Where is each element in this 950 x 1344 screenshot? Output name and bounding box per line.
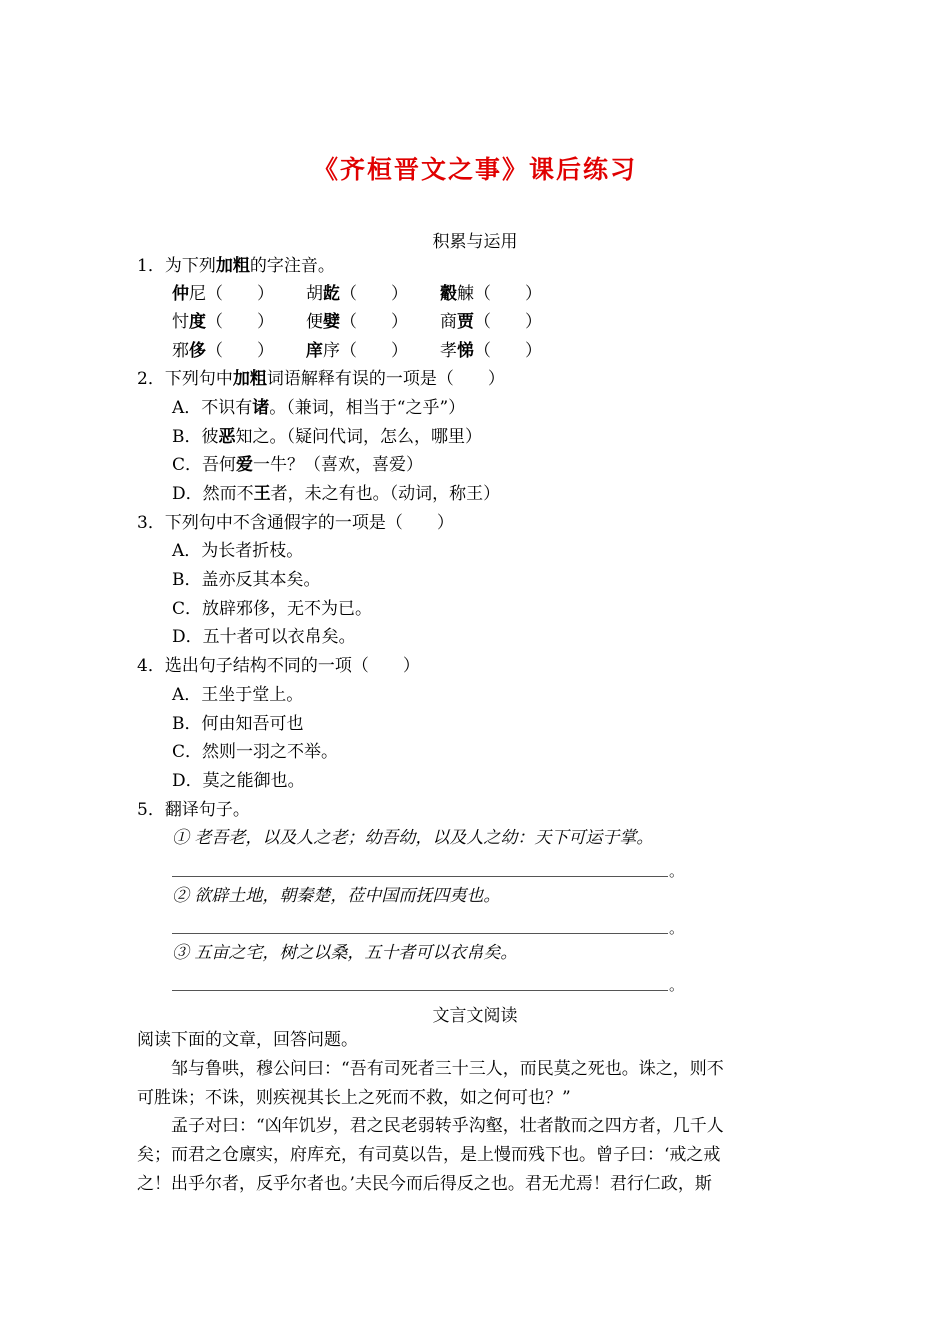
question-2-option-b: B．彼恶知之。（疑问代词，怎么，哪里） [172,427,482,447]
question-2-option-d: D．然而不王者，未之有也。（动词，称王） [172,484,501,504]
question-3-option-b: B．盖亦反其本矣。 [172,570,321,590]
reading-instruction: 阅读下面的文章，回答问题。 [137,1030,358,1050]
question-3-option-d: D．五十者可以衣帛矣。 [172,627,356,647]
question-4-stem: 4．选出句子结构不同的一项（ ） [137,656,420,676]
pinyin-item: 邪侈（ ） [172,341,274,361]
pinyin-item: 商贾（ ） [440,312,542,332]
question-3-option-c: C．放辟邪侈，无不为已。 [172,599,373,619]
pinyin-item: 便嬖（ ） [306,312,408,332]
question-4-option-b: B．何由知吾可也 [172,714,304,734]
translation-sentence-2: ② 欲辟土地，朝秦楚，莅中国而抚四夷也。 [172,886,501,906]
pinyin-item: 忖度（ ） [172,312,274,332]
reading-paragraph-line: 可胜诛；不诛，则疾视其长上之死而不救，如之何可也？” [137,1088,571,1108]
translation-sentence-1: ① 老吾老，以及人之老；幼吾幼，以及人之幼：天下可运于掌。 [172,828,654,848]
pinyin-item: 觳觫（ ） [440,284,542,304]
answer-line-end-3: 。 [669,976,685,994]
question-4-option-c: C．然则一羽之不举。 [172,742,339,762]
pinyin-item: 胡龁（ ） [306,284,408,304]
answer-line-1[interactable] [172,876,668,877]
question-2-option-c: C．吾何爱一牛？（喜欢，喜爱） [172,455,424,475]
section-heading-reading: 文言文阅读 [432,1006,518,1026]
answer-line-end-1: 。 [669,862,685,880]
question-4-option-a: A．王坐于堂上。 [172,685,304,705]
pinyin-item: 孝悌（ ） [440,341,542,361]
question-3-stem: 3．下列句中不含通假字的一项是（ ） [137,513,454,533]
translation-sentence-3: ③ 五亩之宅，树之以桑，五十者可以衣帛矣。 [172,943,518,963]
reading-paragraph-line: 孟子对曰：“凶年饥岁，君之民老弱转乎沟壑，壮者散而之四方者，几千人 [137,1116,724,1136]
reading-paragraph-line: 矣；而君之仓廪实，府库充，有司莫以告，是上慢而残下也。曾子曰：‘戒之戒 [137,1145,721,1165]
reading-paragraph-line: 邹与鲁哄，穆公问曰：“吾有司死者三十三人，而民莫之死也。诛之，则不 [137,1059,724,1079]
answer-line-3[interactable] [172,990,668,991]
question-1-stem: 1．为下列加粗的字注音。 [137,256,335,276]
section-heading-accumulation: 积累与运用 [432,232,518,252]
question-2-stem: 2．下列句中加粗词语解释有误的一项是（ ） [137,369,505,389]
answer-line-end-2: 。 [669,919,685,937]
reading-paragraph-line: 之！出乎尔者，反乎尔者也。’夫民今而后得反之也。君无尤焉！君行仁政，斯 [137,1174,712,1194]
pinyin-item: 庠序（ ） [306,341,408,361]
question-4-option-d: D．莫之能御也。 [172,771,305,791]
answer-line-2[interactable] [172,933,668,934]
question-2-option-a: A．不识有诸。（兼词，相当于“之乎”） [172,398,466,418]
question-3-option-a: A．为长者折枝。 [172,541,304,561]
page-title: 《齐桓晋文之事》课后练习 [312,155,637,184]
pinyin-item: 仲尼（ ） [172,284,274,304]
question-5-stem: 5．翻译句子。 [137,800,250,820]
